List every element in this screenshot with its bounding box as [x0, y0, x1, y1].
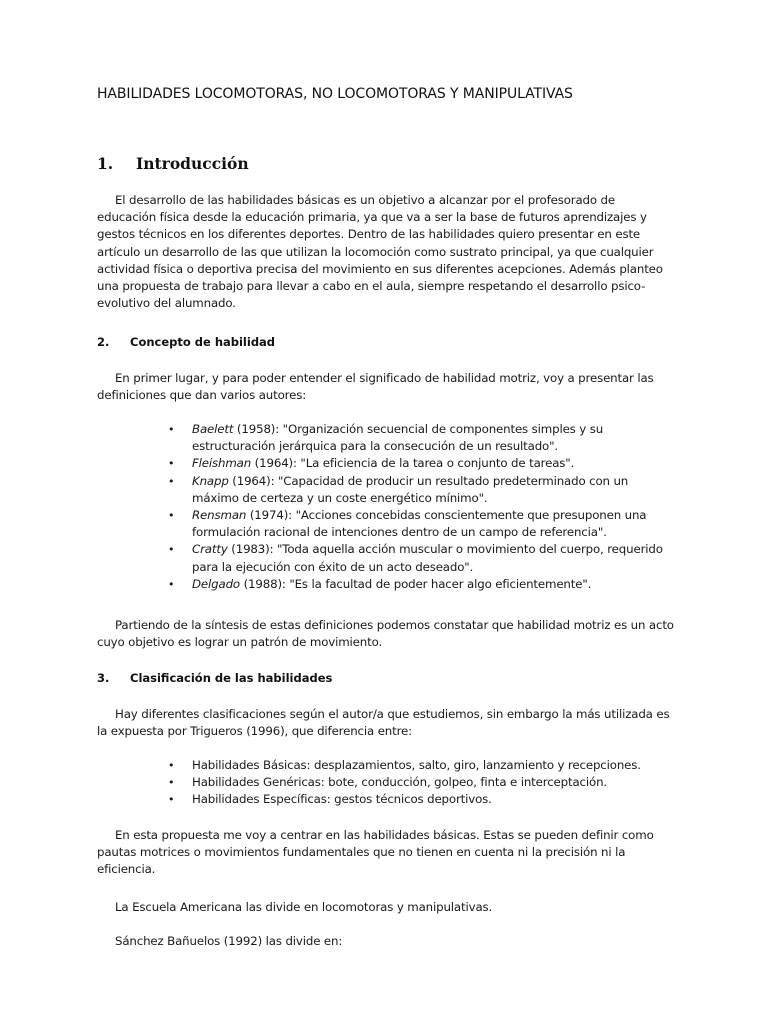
section-3-title: Clasificación de las habilidades	[130, 671, 333, 685]
basic-skills-paragraph: En esta propuesta me voy a centrar en las habilidades básicas. Estas se pueden definir como pautas motrices o movimientos fundamentales que no tienen en cuenta ni la precisión ni la eficiencia.	[97, 828, 654, 877]
author-name: Knapp	[192, 473, 229, 488]
list-item	[192, 421, 672, 455]
list-item	[192, 455, 672, 472]
classification-paragraph: Hay diferentes clasificaciones según el autor/a que estudiemos, sin embargo la más utilizada es la expuesta por Trigueros (1996), que diferencia entre:	[97, 707, 670, 739]
list-item	[192, 473, 672, 507]
author-name: Delgado	[192, 576, 240, 591]
list-item: • Habilidades Específicas: gestos técnicos deportivos.	[192, 791, 672, 808]
section-2-title: Concepto de habilidad	[130, 335, 276, 349]
author-name: Fleishman	[192, 456, 252, 471]
intro-paragraph: El desarrollo de las habilidades básicas es un objetivo a alcanzar por el profesorado de educación física desde la educación primaria, ya que va a ser la base de futuros aprendizajes y gestos técnicos en los diferentes deportes. Dentro de las habilidades quiero presentar en este artículo un desarrollo de las que utilizan la locomoción como sustrato principal, ya que cualquier actividad física o deportiva precisa del movimiento en sus diferentes acepciones. Además planteo una propuesta de trabajo para llevar a cabo en el aula, siempre respetando el desarrollo psico-evolutivo del alumnado.	[97, 193, 663, 311]
list-item	[192, 576, 672, 593]
list-item: • Habilidades Genéricas: bote, conducción, golpeo, finta e interceptación.	[192, 774, 672, 791]
concept-paragraph: En primer lugar, y para poder entender el significado de habilidad motriz, voy a presentar las definiciones que dan varios autores:	[97, 371, 654, 403]
section-2-number: 2.	[97, 335, 110, 349]
definition-text: (1964): "La eficiencia de la tarea o conjunto de tareas".	[251, 456, 575, 471]
section-3-heading	[97, 671, 332, 685]
list-item	[192, 507, 672, 541]
synthesis-paragraph: Partiendo de la síntesis de estas definiciones podemos constatar que habilidad motriz es un acto cuyo objetivo es lograr un patrón de movimiento.	[97, 618, 674, 650]
document-title: HABILIDADES LOCOMOTORAS, NO LOCOMOTORAS Y MANIPULATIVAS	[97, 86, 573, 102]
definition-text: (1974): "Acciones concebidas conscientemente que presuponen una formulación racional de intenciones dentro de un campo de referencia".	[192, 508, 647, 540]
american-school-paragraph: La Escuela Americana las divide en locomotoras y manipulativas.	[115, 900, 493, 914]
definition-text: (1988): "Es la facultad de poder hacer algo eficientemente".	[240, 576, 592, 591]
definition-text: (1958): "Organización secuencial de componentes simples y su estructuración jerárquica para la consecución de un resultado".	[192, 422, 604, 454]
section-1-heading	[97, 154, 249, 173]
definition-text: (1964): "Capacidad de producir un resultado predeterminado con un máximo de certeza y un coste energético mínimo".	[192, 473, 629, 505]
author-name: Cratty	[192, 542, 228, 557]
classifications-list	[192, 757, 672, 809]
definitions-list	[192, 421, 672, 593]
definition-text: (1983): "Toda aquella acción muscular o movimiento del cuerpo, requerido para la ejecución con éxito de un acto deseado".	[192, 542, 663, 574]
sanchez-paragraph: Sánchez Bañuelos (1992) las divide en:	[115, 934, 343, 948]
author-name: Baelett	[192, 422, 234, 436]
author-name: Rensman	[192, 508, 247, 523]
section-2-heading	[97, 335, 275, 349]
section-1-title: Introducción	[136, 154, 249, 173]
section-1-number: 1.	[97, 154, 114, 173]
list-item: • Habilidades Básicas: desplazamientos, salto, giro, lanzamiento y recepciones.	[192, 757, 672, 774]
section-3-number: 3.	[97, 671, 110, 685]
list-item	[192, 541, 672, 575]
